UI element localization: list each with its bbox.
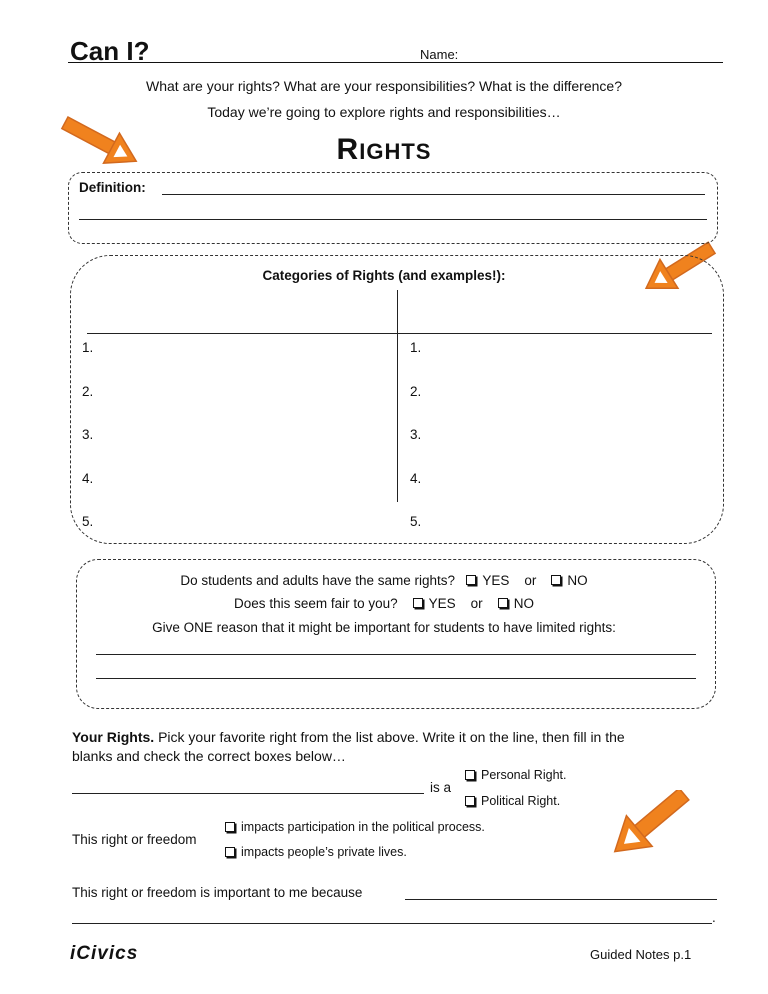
personal-right-label: Personal Right. (481, 768, 567, 782)
categories-title: Categories of Rights (and examples!): (262, 268, 506, 283)
same-rights-row (0, 573, 768, 588)
checkbox-icon[interactable] (413, 598, 423, 608)
categories-divider (397, 290, 398, 502)
yes-option: YES (482, 573, 510, 588)
intro-line-1: What are your rights? What are your responsibilities? What is the difference? (146, 78, 622, 94)
your-rights-instructions-2: blanks and check the correct boxes below… (72, 748, 346, 764)
checkbox-icon[interactable] (465, 796, 475, 806)
page-label: Guided Notes p.1 (590, 947, 692, 962)
checkbox-icon[interactable] (466, 575, 476, 585)
definition-line[interactable] (162, 194, 705, 195)
your-rights-paragraph (72, 728, 712, 766)
checkbox-icon[interactable] (465, 770, 475, 780)
or-text: or (524, 573, 537, 588)
your-rights-heading: Your Rights. (72, 729, 155, 745)
right-item-number: 5. (410, 514, 422, 529)
private-lives-label: impacts people’s private lives. (241, 845, 407, 859)
arrow-icon (55, 115, 145, 170)
arrow-icon (600, 790, 700, 855)
right-item-number: 2. (410, 384, 422, 399)
icivics-logo: iCivics (70, 943, 139, 964)
checkbox-icon[interactable] (225, 847, 235, 857)
name-label: Name: (420, 47, 459, 62)
no-option: NO (567, 573, 588, 588)
important-prompt: This right or freedom is important to me because (72, 885, 363, 900)
is-a-text: is a (430, 780, 452, 795)
definition-box (68, 172, 718, 244)
definition-line[interactable] (79, 219, 707, 220)
left-item-number: 1. (82, 340, 94, 355)
your-rights-instructions-1: Pick your favorite right from the list above. Write it on the line, then fill in the (154, 729, 625, 745)
checkbox-icon[interactable] (225, 822, 235, 832)
political-right-label: Political Right. (481, 794, 561, 808)
header-rule (68, 62, 723, 63)
freedom-label: This right or freedom (72, 832, 197, 847)
reason-line[interactable] (96, 654, 696, 655)
same-rights-question: Do students and adults have the same rights? (180, 573, 456, 588)
rights-heading-first: R (336, 133, 360, 166)
left-item-number: 2. (82, 384, 94, 399)
end-period: . (712, 910, 716, 925)
rights-heading-rest: IGHTS (359, 139, 432, 164)
page-title: Can I? (70, 36, 150, 66)
categories-rule (87, 333, 712, 334)
left-item-number: 5. (82, 514, 94, 529)
left-item-number: 4. (82, 471, 94, 486)
fair-row (0, 596, 768, 611)
important-line[interactable] (405, 899, 717, 900)
reason-line[interactable] (96, 678, 696, 679)
important-line[interactable] (72, 923, 712, 924)
right-item-number: 4. (410, 471, 422, 486)
checkbox-icon[interactable] (498, 598, 508, 608)
name-field[interactable] (462, 44, 722, 62)
favorite-right-line[interactable] (72, 793, 424, 794)
fair-question: Does this seem fair to you? (234, 596, 398, 611)
political-right-option[interactable] (465, 794, 560, 808)
personal-right-option[interactable] (465, 768, 566, 782)
yes-option: YES (428, 596, 456, 611)
participation-label: impacts participation in the political process. (241, 820, 485, 834)
or-text: or (470, 596, 483, 611)
right-item-number: 1. (410, 340, 422, 355)
participation-option[interactable] (225, 820, 485, 834)
reason-prompt: Give ONE reason that it might be important for students to have limited rights: (152, 620, 616, 635)
right-item-number: 3. (410, 427, 422, 442)
no-option: NO (513, 596, 534, 611)
private-lives-option[interactable] (225, 845, 407, 859)
checkbox-icon[interactable] (551, 575, 561, 585)
intro-line-2: Today we’re going to explore rights and responsibilities… (207, 104, 561, 120)
definition-label: Definition: (79, 180, 146, 195)
left-item-number: 3. (82, 427, 94, 442)
